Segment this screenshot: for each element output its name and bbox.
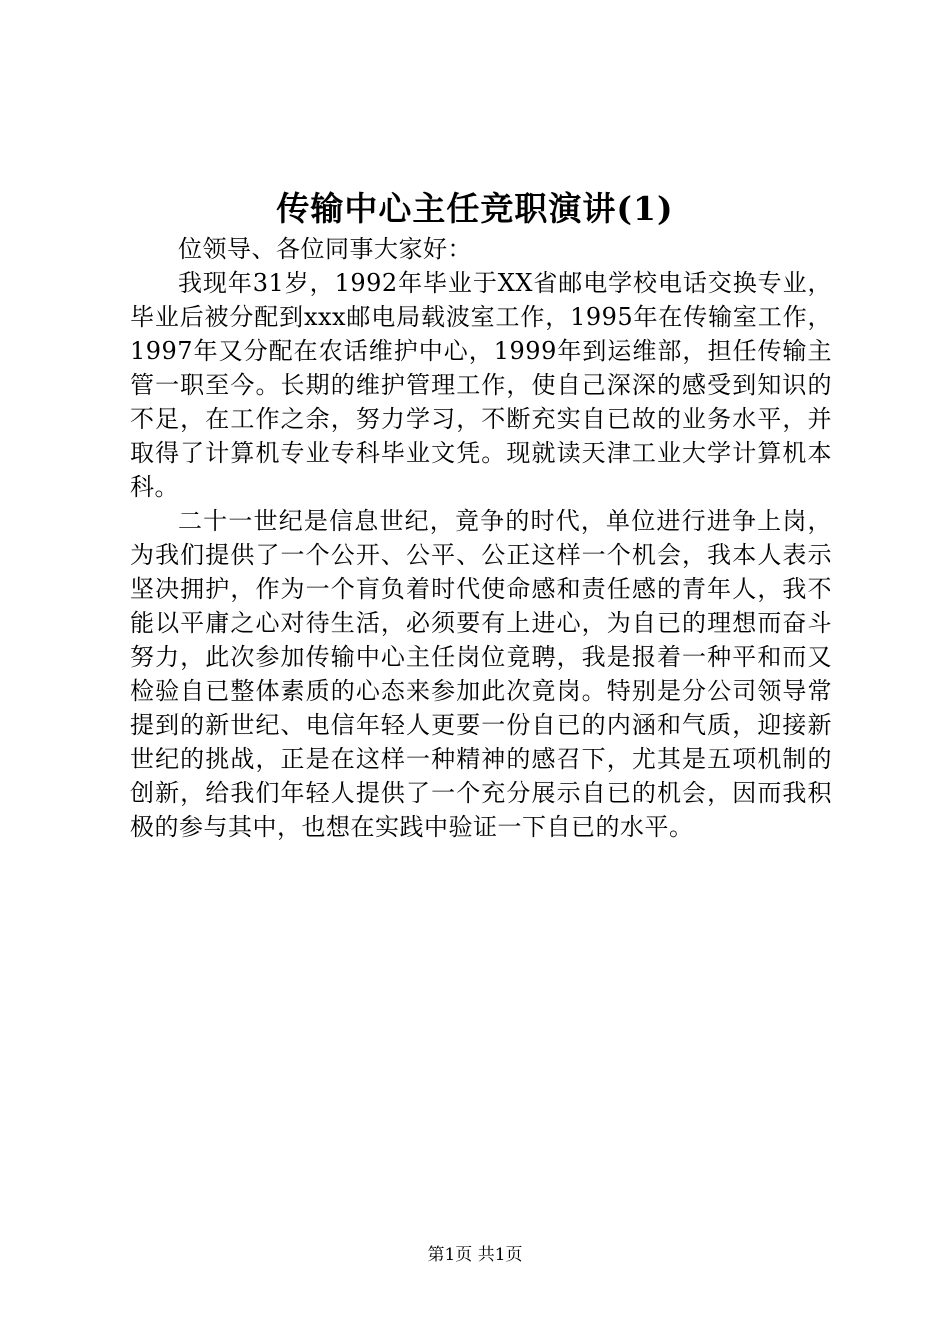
page-title: 传输中心主任竞职演讲(1) <box>276 189 674 228</box>
paragraph-1: 我现年31岁，1992年毕业于XX省邮电学校电话交换专业，毕业后被分配到xxx邮电局载波室工作，1995年在传输室工作，1997年又分配在农话维护中心，1999年到运维部，担任传输主管一职至今。长期的维护管理工作，使自己深深的感受到知识的不足，在工作之余，努力学习，不断充实自已故的业务水平，并取得了计算机专业专科毕业文凭。现就读天津工业大学计算机本科。 <box>130 269 832 501</box>
paragraph-2: 二十一世纪是信息世纪，竟争的时代，单位进行进争上岗，为我们提供了一个公开、公平、公正这样一个机会，我本人表示坚决拥护，作为一个肓负着时代使命感和责任感的青年人，我不能以平庸之心对待生活，必须要有上进心，为自已的理想而奋斗努力，此次参加传输中心主任岗位竟聘，我是报着一种平和而又检验自已整体素质的心态来参加此次竟岗。特别是分公司领导常提到的新世纪、电信年轻人更要一份自已的内涵和气质，迎接新世纪的挑战，正是在这样一种精神的感召下，尤其是五项机制的创新，给我们年轻人提供了一个充分展示自已的机会，因而我积极的参与其中，也想在实践中验证一下自已的水平。 <box>130 507 832 841</box>
document-body <box>130 232 832 844</box>
salutation: 位领导、各位同事大家好： <box>178 235 472 263</box>
page-footer: 第1页 共1页 <box>427 1245 523 1265</box>
